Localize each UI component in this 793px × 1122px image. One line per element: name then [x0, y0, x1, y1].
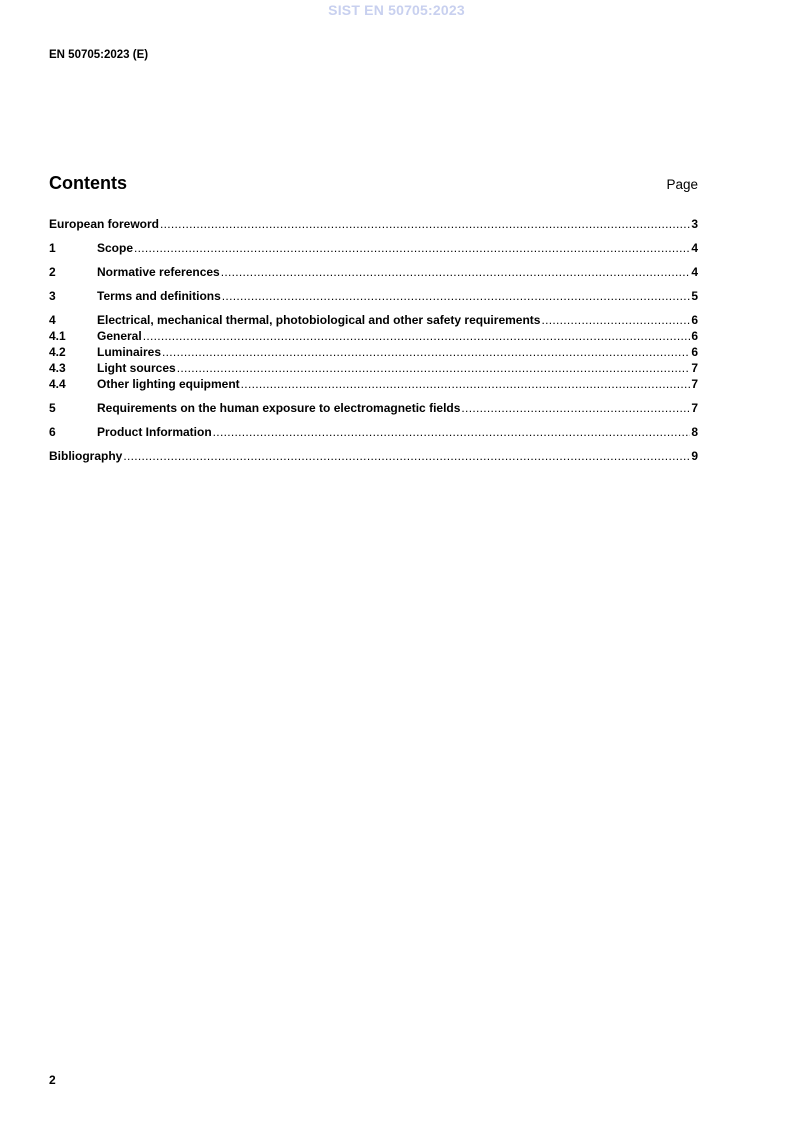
toc-entry-number: 4.1 — [49, 329, 66, 343]
toc-entry-title: Product Information — [97, 425, 212, 439]
toc-entry-page: 3 — [691, 217, 698, 231]
toc-dot-leader — [541, 312, 690, 328]
toc-entry-2[interactable] — [49, 264, 698, 280]
toc-entry-page: 7 — [691, 361, 698, 375]
toc-dot-leader — [461, 400, 690, 416]
toc-entry-4-3[interactable] — [49, 360, 698, 376]
toc-entry-title: Terms and definitions — [97, 289, 221, 303]
toc-entry-foreword[interactable] — [49, 216, 698, 232]
toc-entry-title: General — [97, 329, 142, 343]
contents-title: Contents — [49, 173, 127, 193]
toc-entry-number: 1 — [49, 241, 56, 255]
toc-entry-title: Light sources — [97, 361, 176, 375]
toc-entry-6[interactable] — [49, 424, 698, 440]
watermark-text: SIST EN 50705:2023 — [328, 2, 465, 18]
toc-entry-page: 6 — [691, 329, 698, 343]
toc-entry-number: 4 — [49, 313, 56, 327]
document-id: EN 50705:2023 (E) — [49, 49, 149, 61]
toc-entry-5[interactable] — [49, 400, 698, 416]
toc-entry-1[interactable] — [49, 240, 698, 256]
toc-entry-title: Scope — [97, 241, 134, 255]
toc-entry-title: Requirements on the human exposure to electromagnetic fields — [97, 401, 461, 415]
toc-dot-leader — [160, 216, 690, 232]
toc-entry-number: 3 — [49, 289, 56, 303]
toc-entry-page: 5 — [691, 289, 698, 303]
toc-entry-title: Electrical, mechanical thermal, photobiological and other safety requirements — [97, 313, 541, 327]
toc-dot-leader — [213, 424, 691, 440]
toc-entry-title: European foreword — [49, 217, 160, 231]
table-of-contents — [49, 216, 698, 464]
toc-entry-number: 4.2 — [49, 345, 66, 359]
toc-entry-page: 4 — [691, 241, 698, 255]
toc-entry-4-4[interactable] — [49, 376, 698, 392]
toc-entry-4[interactable] — [49, 312, 698, 328]
toc-entry-page: 4 — [691, 265, 698, 279]
toc-entry-bibliography[interactable] — [49, 448, 698, 464]
toc-entry-page: 7 — [691, 377, 698, 391]
toc-entry-4-1[interactable] — [49, 328, 698, 344]
toc-entry-page: 8 — [691, 425, 698, 439]
toc-dot-leader — [222, 288, 691, 304]
toc-dot-leader — [162, 344, 690, 360]
toc-dot-leader — [177, 360, 691, 376]
toc-entry-3[interactable] — [49, 288, 698, 304]
toc-entry-page: 9 — [691, 449, 698, 463]
toc-entry-number: 6 — [49, 425, 56, 439]
page-column-label: Page — [666, 177, 698, 192]
toc-entry-page: 6 — [691, 345, 698, 359]
toc-dot-leader — [143, 328, 691, 344]
toc-entry-4-2[interactable] — [49, 344, 698, 360]
toc-entry-number: 4.4 — [49, 377, 66, 391]
toc-entry-title: Luminaires — [97, 345, 162, 359]
toc-entry-page: 7 — [691, 401, 698, 415]
toc-entry-page: 6 — [691, 313, 698, 327]
toc-entry-number: 5 — [49, 401, 56, 415]
page-number: 2 — [49, 1073, 56, 1087]
toc-entry-number: 2 — [49, 265, 56, 279]
toc-dot-leader — [241, 376, 691, 392]
toc-entry-title: Bibliography — [49, 449, 123, 463]
toc-dot-leader — [123, 448, 690, 464]
toc-entry-title: Other lighting equipment — [97, 377, 240, 391]
contents-header — [49, 173, 698, 194]
toc-dot-leader — [221, 264, 691, 280]
toc-entry-number: 4.3 — [49, 361, 66, 375]
toc-entry-title: Normative references — [97, 265, 220, 279]
toc-dot-leader — [134, 240, 690, 256]
